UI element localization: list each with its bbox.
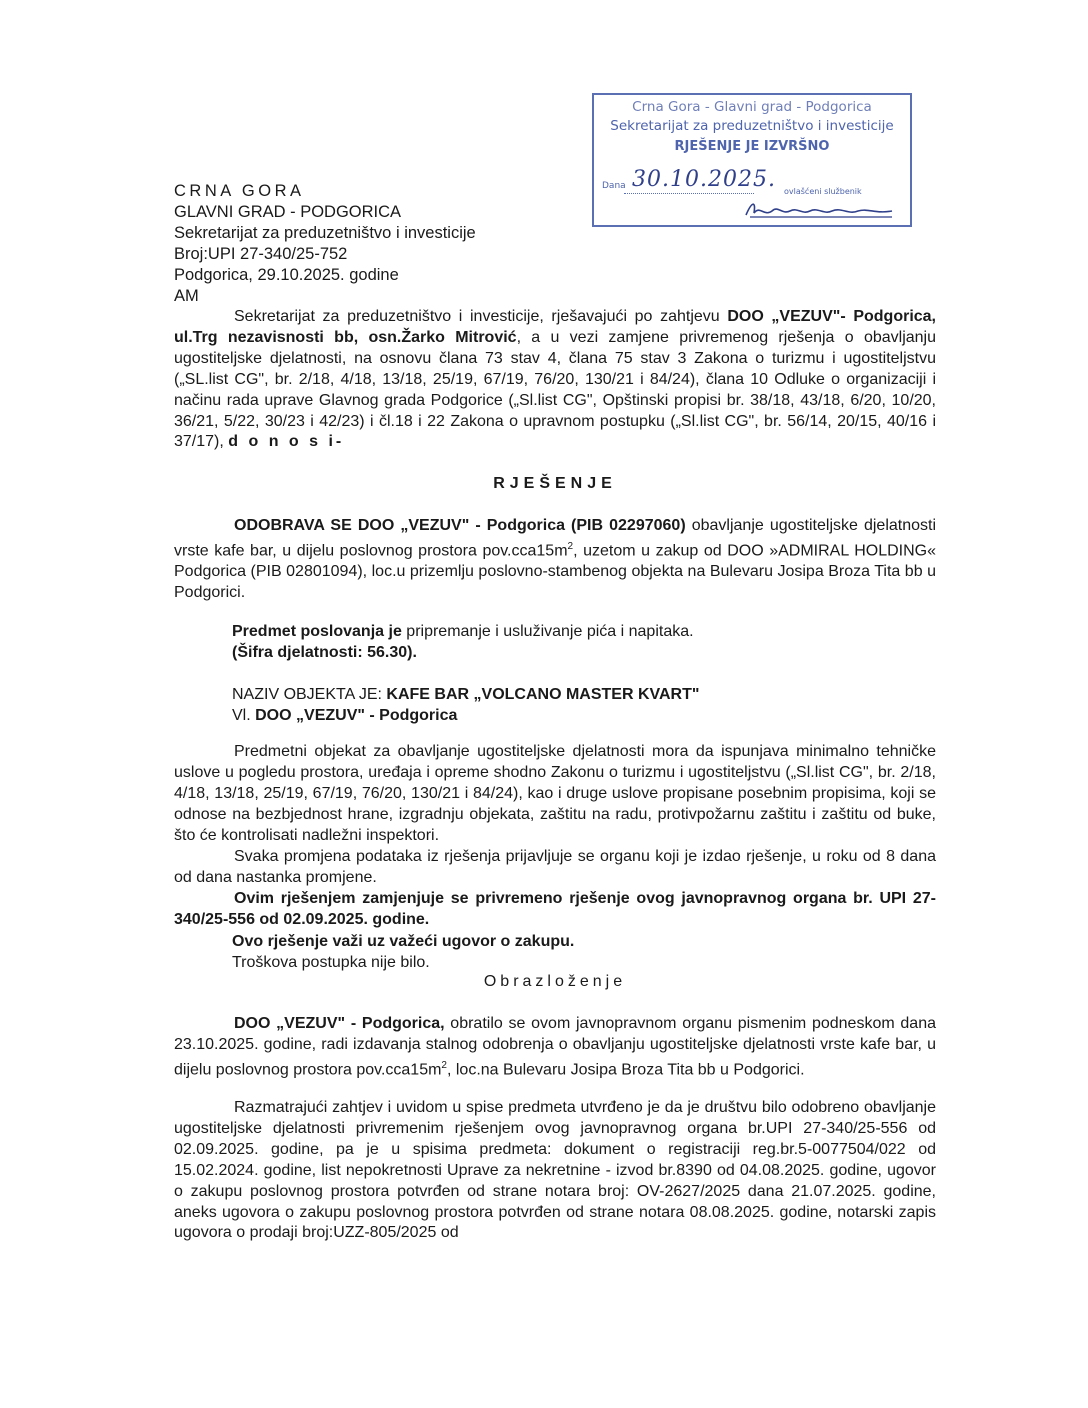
reasoning-text-1: obratilo se ovom javnopravnom organu pismenim podneskom dana 23.10.2025. godine, radi izdavanja stalnog odobrenja o obavljanju ugostiteljske djelatnosti vrste kafe bar, u dijelu poslovnog prostora pov.cca15m xyxy=(174,1015,937,1079)
intro-donosi: d o n o s i- xyxy=(228,433,345,451)
reasoning-sup: 2 xyxy=(441,1059,447,1071)
reasoning-text-2: , loc.na Bulevaru Josipa Broza Tita bb u Podgorici. xyxy=(446,1061,805,1079)
approval-paragraph xyxy=(174,516,936,604)
intro-paragraph xyxy=(174,307,936,453)
header-initials: AM xyxy=(174,287,199,305)
business-line xyxy=(232,621,694,642)
reasoning-paragraph-1 xyxy=(174,1014,936,1081)
object-name-value: KAFE BAR „VOLCANO MASTER KVART" xyxy=(386,686,700,703)
stamp-line-1: Crna Gora - Glavni grad - Podgorica xyxy=(632,99,872,115)
business-code: (Šifra djelatnosti: 56.30). xyxy=(232,644,417,661)
signature-icon xyxy=(742,199,902,221)
document-header xyxy=(174,181,476,307)
reasoning-title: Obrazloženje xyxy=(483,973,627,990)
business-text: pripremanje i usluživanje pića i napitaka. xyxy=(401,623,694,640)
stamp-line-2: Sekretarijat za preduzetništvo i investicije xyxy=(610,118,894,134)
business-bold: Predmet poslovanja je xyxy=(232,623,402,640)
object-owner: DOO „VEZUV" - Podgorica xyxy=(255,707,458,724)
object-name-label: NAZIV OBJEKTA JE: xyxy=(232,686,387,703)
conditions-paragraph-2: Svaka promjena podataka iz rješenja prijavljuje se organu koji je izdao rješenje, u roku od 8 dana od dana nastanka promjene. xyxy=(174,848,936,886)
header-number: Broj:UPI 27-340/25-752 xyxy=(174,245,348,263)
stamp-date-label: Dana xyxy=(602,181,626,191)
approval-text-1: obavljanje ugostiteljske djelatnosti vrste kafe bar, u dijelu poslovnog prostora pov.cca15m xyxy=(174,517,937,560)
conditions-paragraph-4: Ovo rješenje važi uz važeći ugovor o zakupu. xyxy=(232,933,575,950)
conditions-paragraph-5: Troškova postupka nije bilo. xyxy=(232,954,430,971)
execution-stamp xyxy=(592,93,912,227)
object-name-line xyxy=(232,684,699,705)
header-department: Sekretarijat za preduzetništvo i investicije xyxy=(174,224,476,242)
header-country: CRNA GORA xyxy=(174,182,305,200)
conditions-paragraph-3: Ovim rješenjem zamjenjuje se privremeno rješenje ovog javnopravnog organa br. UPI 27-340/25-556 od 02.09.2025. godine. xyxy=(174,890,936,928)
intro-text-1: Sekretarijat za preduzetništvo i investicije, rješavajući po zahtjevu xyxy=(234,308,728,325)
approval-bold: ODOBRAVA SE DOO „VEZUV" - Podgorica (PIB 02297060) xyxy=(234,517,686,534)
object-owner-prefix: Vl. xyxy=(232,707,256,724)
stamp-line-3: RJEŠENJE JE IZVRŠNO xyxy=(674,139,830,154)
conditions-paragraph-1: Predmetni objekat za obavljanje ugostiteljske djelatnosti mora da ispunjava minimalno tehničke uslove u pogledu prostora, uređaja i opreme shodno Zakonu o turizmu i ugostiteljstvu („Sl.list CG", br. 2/18, 4/18, 13/18, 25/19, 67/19, 76/20, 130/21 i 84/24), kao i druge uslove propisane posebnim propisima, koji se odnose na bezbjednost hrane, izgradnju objekata, zaštitu na radu, protivpožarnu zaštitu i zaštitu od buke, što će kontrolisati nadležni inspektori. xyxy=(174,743,936,844)
approval-sup: 2 xyxy=(567,540,574,552)
stamp-date-value: 30.10.2025. xyxy=(632,167,776,192)
approval-text-2: , uzetom u zakup od DOO »ADMIRAL HOLDING« Podgorica (PIB 02801094), loc.u prizemlju poslovno-stambenog objekta na Bulevaru Josipa Broza Tita bb u Podgorici. xyxy=(174,542,936,602)
stamp-date-line xyxy=(624,193,754,194)
object-owner-line xyxy=(232,705,457,726)
reasoning-applicant: DOO „VEZUV" - Podgorica, xyxy=(234,1015,445,1032)
header-city: GLAVNI GRAD - PODGORICA xyxy=(174,203,402,221)
header-date: Podgorica, 29.10.2025. godine xyxy=(174,266,399,284)
stamp-official-label: ovlašćeni službenik xyxy=(784,187,862,196)
intro-applicant: DOO „VEZUV"- Podgorica, ul.Trg nezavisnosti bb, osn.Žarko Mitrović xyxy=(174,308,937,346)
intro-text-2: , a u vezi zamjene privremenog rješenja o obavljanju ugostiteljske djelatnosti, na osnovu člana 73 stav 4, člana 75 stav 3 Zakona o turizmu i ugostiteljstvu („SL.list CG", br. 2/18, 4/18, 13/18, 25/19, 67/19, 76/20, 130/21 i 84/24), člana 10 Odluke o organizaciji i načinu rada uprave Glavnog grada Podgorice („Sl.list CG", Opštinski propisi br. 38/18, 43/18, 6/20, 10/20, 36/21, 5/22, 30/23 i 42/23) i čl.18 i 22 Zakona o upravnom postupku („Sl.list CG", br. 56/14, 20/15, 40/16 i 37/17), xyxy=(174,328,936,451)
reasoning-paragraph-2: Razmatrajući zahtjev i uvidom u spise predmeta utvrđeno je da je društvu bilo odobreno obavljanje ugostiteljske djelatnosti privremenim rješenjem ovog javnopravnog organa br.UPI 27-340/25-556 od 02.09.2025. godine, pa je u spisima predmeta: dokument o registraciji reg.br.5-0077504/022 od 15.02.2024. godine, list nepokretnosti Uprave za nekretnine - izvod br.8390 od 04.08.2025. godine, ugovor o zakupu poslovnog prostora potvrđen od strane notara broj: OV-2627/2025 dana 21.07.2025. godine, aneks ugovora o zakupu poslovnog prostora potvrđen od strane notara 08.08.2025. godine, notarski zapis ugovora o prodaji broj:UZZ-805/2025 od xyxy=(174,1099,936,1242)
decision-title: RJEŠENJE xyxy=(493,475,617,492)
